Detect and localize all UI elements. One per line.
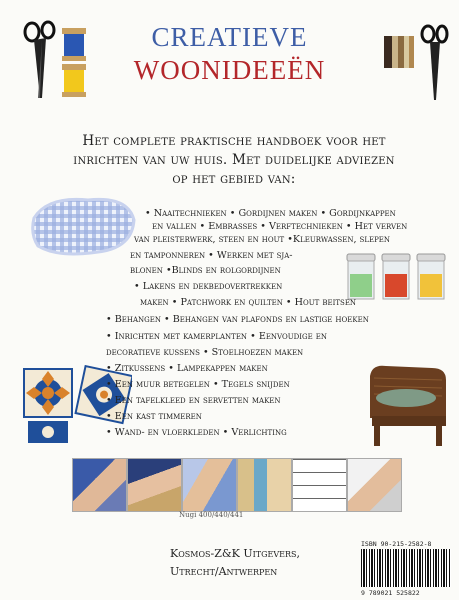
wicker-chair-image	[362, 358, 452, 448]
list-item: • Behangen • Behangen van plafonds en lastige hoeken	[106, 314, 369, 325]
list-item: • Naaitechnieken • Gordijnen maken • Gordijnkappen	[145, 208, 396, 219]
list-item: en tamponneren • Werken met sja-	[130, 250, 293, 261]
jar-icon	[382, 254, 410, 299]
thumbnail-fabric	[182, 458, 237, 512]
intro-text: Het complete praktische handboek voor het inrichten van uw huis. Met duidelijke adviezen op het gebied van:	[73, 133, 395, 187]
list-item: • Een muur betegelen • Tegels snijden	[106, 379, 290, 390]
isbn-number: ISBN 90-215-2582-8	[361, 540, 432, 548]
book-title-line1: CREATIEVE	[151, 22, 308, 52]
list-item: decoratieve kussens • Stoelhoezen maken	[106, 347, 304, 358]
tile-icon	[28, 421, 68, 443]
list-item: en vallen • Embrasses • Verftechnieken • Het verven	[152, 221, 408, 232]
tile-icon	[24, 369, 72, 417]
publisher	[170, 545, 300, 581]
thumbnail-cutting	[347, 458, 402, 512]
list-item: • Een tafelkleed en servetten maken	[106, 395, 281, 406]
list-item: • Lakens en dekbedovertrekken	[134, 281, 283, 292]
barcode-number: 9 789021 525822	[361, 589, 420, 597]
barcode	[361, 549, 451, 587]
gingham-cushion-image	[28, 190, 138, 260]
book-title-line2: WOONIDEEËN	[133, 55, 326, 85]
list-item: blonen •Blinds en rolgordijnen	[130, 265, 281, 276]
thumbnail-sewing	[72, 458, 127, 512]
publisher-name: Kosmos-Z&K Uitgevers,	[170, 547, 300, 560]
publisher-location: Utrecht/Antwerpen	[170, 565, 278, 578]
list-item: • Wand- en vloerkleden • Verlichting	[106, 427, 287, 438]
thumbnail-cushion	[127, 458, 182, 512]
nugi-code: Nugi 400/440/441	[179, 511, 244, 519]
jar-icon	[417, 254, 445, 299]
list-item: • Een kast timmeren	[106, 411, 202, 422]
thumbnail-painting	[237, 458, 292, 512]
list-item: maken • Patchwork en quilten • Hout beitsen	[140, 297, 357, 308]
paint-jars-image	[345, 250, 450, 302]
list-item: • Inrichten met kamerplanten • Eenvoudige en	[106, 331, 327, 342]
jar-icon	[347, 254, 375, 299]
list-item: van pleisterwerk, steen en hout •Kleurwassen, slepen	[134, 234, 391, 245]
list-item: • Zitkussens • Lampekappen maken	[106, 363, 268, 374]
thumbnail-tiling	[292, 458, 347, 512]
